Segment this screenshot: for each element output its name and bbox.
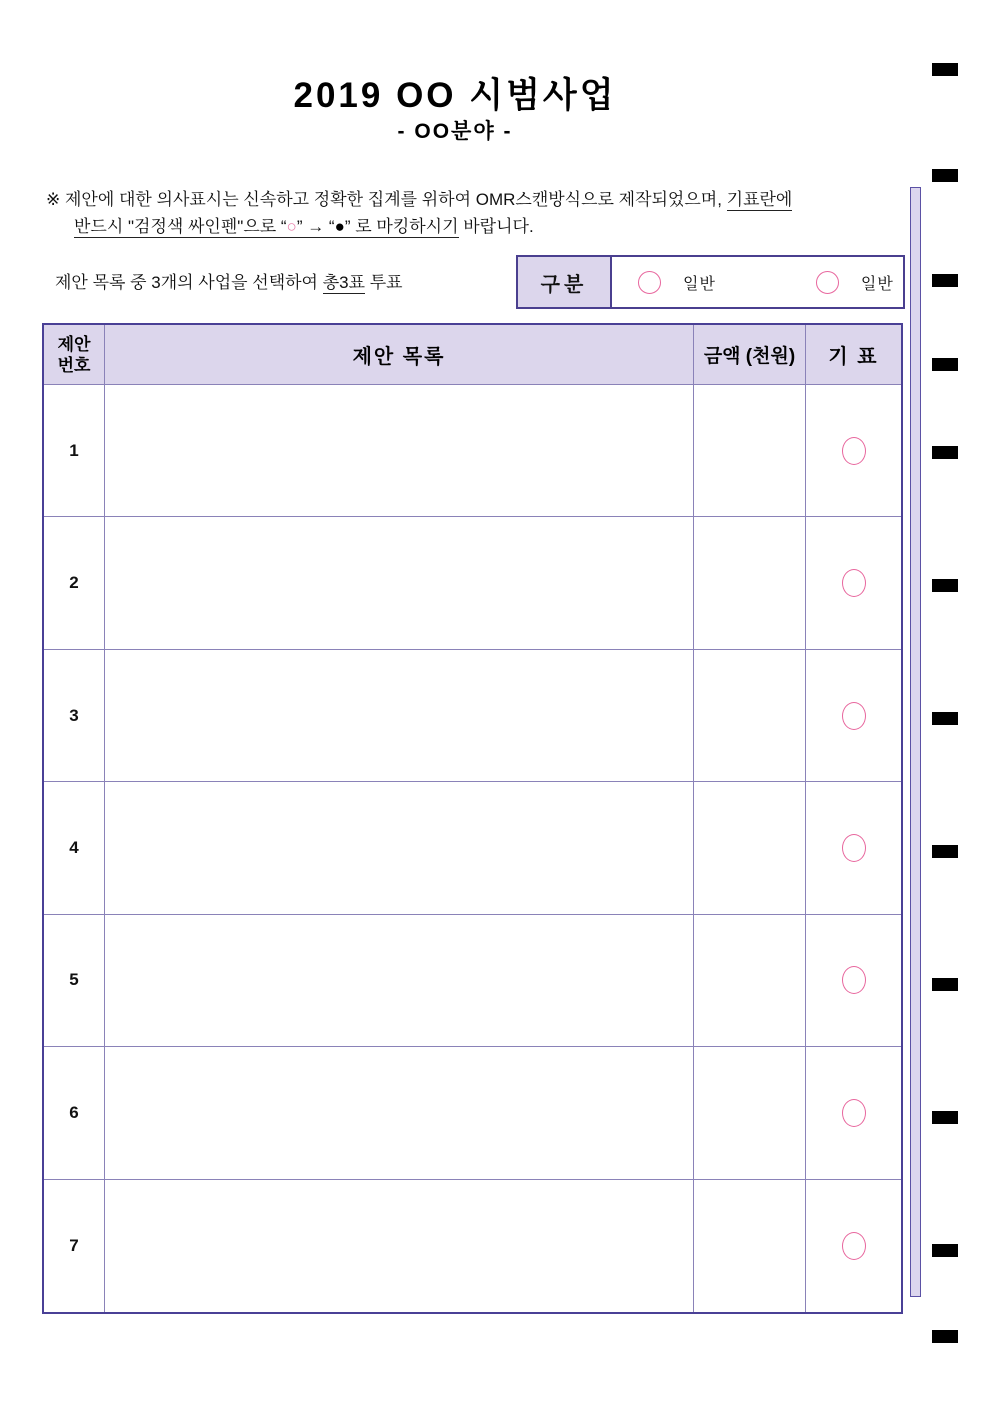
page-title: 2019 OO 시범사업	[293, 76, 617, 115]
header-amount: 금액 (천원)	[694, 325, 806, 385]
vote-circle-icon-7[interactable]	[842, 1232, 866, 1260]
omr-timing-mark-1	[932, 63, 958, 76]
vote-circle-icon-4[interactable]	[842, 834, 866, 862]
notice-paragraph	[46, 186, 908, 240]
omr-timing-mark-4	[932, 358, 958, 371]
vote-circle-icon-1[interactable]	[842, 437, 866, 465]
table-row-4-number: 4	[44, 782, 105, 914]
omr-timing-mark-10	[932, 1111, 958, 1124]
category-label: 구분	[518, 257, 612, 307]
table-row-6-proposal	[105, 1047, 694, 1179]
table-row-3-mark-cell	[806, 650, 901, 782]
category-option-2-circle-icon[interactable]	[816, 271, 839, 294]
table-row-1-proposal	[105, 385, 694, 517]
voting-instruction: 제안 목록 중 3개의 사업을 선택하여 총3표 투표	[55, 273, 403, 292]
filled-mark-circle-icon: ●	[334, 217, 345, 236]
notice-line2-tail: 바랍니다.	[458, 217, 534, 236]
table-row-1-amount	[694, 385, 806, 517]
vote-circle-icon-5[interactable]	[842, 966, 866, 994]
table-row-6-mark-cell	[806, 1047, 901, 1179]
instruction-underlined: 총3표	[322, 273, 366, 292]
category-options	[612, 257, 903, 307]
table-row-3-proposal	[105, 650, 694, 782]
category-option-1	[638, 271, 716, 294]
table-row-7-mark-cell	[806, 1180, 901, 1312]
omr-timing-mark-12	[932, 1330, 958, 1343]
omr-timing-mark-11	[932, 1244, 958, 1257]
category-option-1-circle-icon[interactable]	[638, 271, 661, 294]
vote-circle-icon-6[interactable]	[842, 1099, 866, 1127]
vote-circle-icon-3[interactable]	[842, 702, 866, 730]
table-row-5-mark-cell	[806, 915, 901, 1047]
table-row-3-amount	[694, 650, 806, 782]
omr-timing-mark-3	[932, 274, 958, 287]
table-row-1-number: 1	[44, 385, 105, 517]
table-row-4-proposal	[105, 782, 694, 914]
omr-timing-mark-2	[932, 169, 958, 182]
notice-line-1	[46, 186, 908, 213]
table-row-3-number: 3	[44, 650, 105, 782]
header-proposal-number: 제안 번호	[44, 325, 105, 385]
omr-timing-mark-9	[932, 978, 958, 991]
notice-line1-text: 제안에 대한 의사표시는 신속하고 정확한 집계를 위하여 OMR스캔방식으로 제작되었으며,	[64, 190, 727, 209]
empty-mark-circle-icon: ○	[286, 217, 297, 236]
category-option-1-label: 일반	[683, 275, 716, 293]
notice-line1-underlined: 기표란에	[726, 190, 793, 209]
page-subtitle: - OO분야 -	[397, 120, 513, 143]
table-row-2-amount	[694, 517, 806, 649]
table-row-2-proposal	[105, 517, 694, 649]
table-row-6-amount	[694, 1047, 806, 1179]
table-row-7-number: 7	[44, 1180, 105, 1312]
omr-timing-mark-8	[932, 845, 958, 858]
omr-side-bar	[910, 187, 921, 1297]
omr-timing-mark-6	[932, 579, 958, 592]
category-option-2-label: 일반	[860, 275, 894, 293]
table-row-1-mark-cell	[806, 385, 901, 517]
table-row-2-mark-cell	[806, 517, 901, 649]
header-proposal-list: 제안 목록	[105, 325, 694, 385]
table-row-5-proposal	[105, 915, 694, 1047]
vote-circle-icon-2[interactable]	[842, 569, 866, 597]
table-row-2-number: 2	[44, 517, 105, 649]
table-row-5-number: 5	[44, 915, 105, 1047]
table-row-4-mark-cell	[806, 782, 901, 914]
table-row-7-proposal	[105, 1180, 694, 1312]
omr-timing-mark-5	[932, 446, 958, 459]
table-row-5-amount	[694, 915, 806, 1047]
notice-marker: ※	[46, 190, 61, 209]
omr-timing-mark-7	[932, 712, 958, 725]
table-row-4-amount	[694, 782, 806, 914]
table-row-7-amount	[694, 1180, 806, 1312]
table-row-6-number: 6	[44, 1047, 105, 1179]
header-mark: 기 표	[806, 325, 901, 385]
category-box	[516, 255, 905, 309]
proposal-table	[42, 323, 903, 1314]
notice-line2-underlined: 반드시 "검정색 싸인펜"으로 “○” → “●” 로 마킹하시기	[74, 217, 459, 236]
category-option-2	[816, 271, 894, 294]
notice-line-2	[46, 213, 908, 240]
